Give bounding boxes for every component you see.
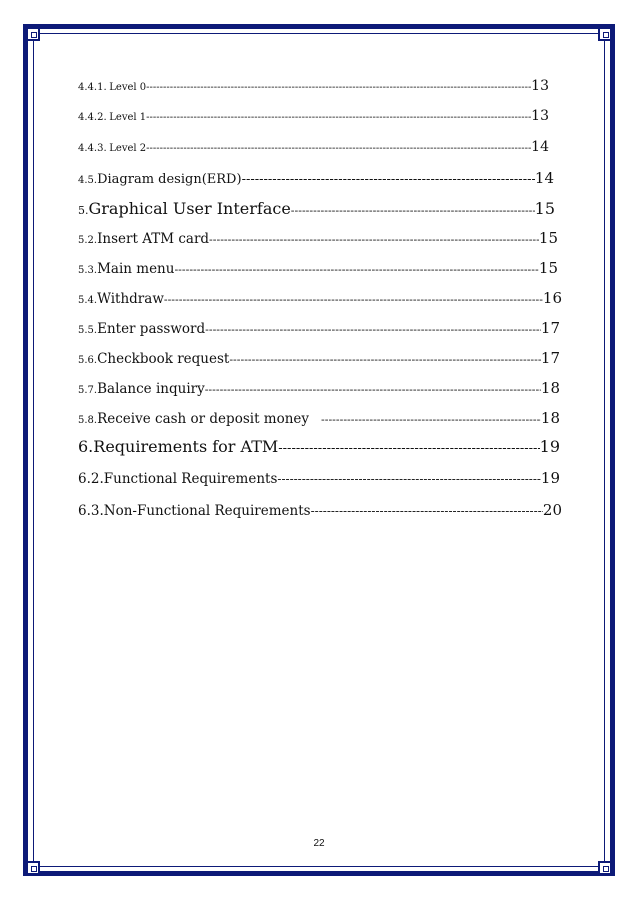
toc-entry-page: 20 xyxy=(542,501,562,519)
toc-entry[interactable] xyxy=(78,139,549,155)
toc-entry-number: 4.4.2. xyxy=(78,112,107,123)
toc-entry[interactable] xyxy=(78,319,560,337)
toc-entry-number: 5.6. xyxy=(78,355,98,366)
toc-entry-title: Receive cash or deposit money xyxy=(97,411,310,427)
toc-leader-dots xyxy=(205,323,541,336)
toc-entry-page: 13 xyxy=(531,78,549,94)
toc-entry-number: 4.5. xyxy=(78,175,98,186)
toc-entry-number: 5. xyxy=(78,204,89,217)
toc-entry-page: 14 xyxy=(531,139,549,155)
toc-entry-page: 17 xyxy=(540,319,560,337)
toc-entry-number: 5.5. xyxy=(78,325,98,336)
toc-leader-dots xyxy=(146,143,531,154)
toc-entry[interactable] xyxy=(78,108,549,124)
toc-leader-dots xyxy=(229,353,541,366)
toc-entry-title: Main menu xyxy=(97,261,175,277)
toc-entry-number: 5.8. xyxy=(78,415,98,426)
toc-entry-number: 6. xyxy=(78,437,94,456)
toc-entry-page: 16 xyxy=(542,289,562,307)
toc-entry-title: Level 2 xyxy=(109,143,147,154)
toc-entry-title: Graphical User Interface xyxy=(88,199,291,218)
toc-entry[interactable] xyxy=(78,229,558,247)
toc-entry-page: 18 xyxy=(540,409,560,427)
toc-entry[interactable] xyxy=(78,501,562,519)
toc-leader-dots xyxy=(174,263,538,276)
toc-entry-number: 5.3. xyxy=(78,265,98,276)
toc-entry[interactable] xyxy=(78,469,560,487)
toc-entry-title: Level 0 xyxy=(109,82,147,93)
toc-entry-title: Enter password xyxy=(97,321,206,337)
toc-entry[interactable] xyxy=(78,199,555,218)
toc-entry-page: 18 xyxy=(540,379,560,397)
toc-entry-title: Diagram design(ERD) xyxy=(97,172,242,187)
toc-entry-number: 6.2. xyxy=(78,471,104,487)
toc-entry-page: 15 xyxy=(534,199,555,218)
toc-entry-page: 15 xyxy=(538,229,558,247)
toc-leader-dots xyxy=(277,472,541,486)
toc-entry-number: 6.3. xyxy=(78,503,104,519)
toc-entry-title: Checkbook request xyxy=(97,351,230,367)
toc-entry-number: 5.4. xyxy=(78,295,98,306)
toc-entry-number: 5.2. xyxy=(78,235,98,246)
toc-entry-title: Non-Functional Requirements xyxy=(103,503,311,519)
toc-leader-dots xyxy=(321,413,541,426)
toc-leader-dots xyxy=(146,112,531,123)
toc-entry-title: Functional Requirements xyxy=(103,471,278,487)
toc-entry[interactable] xyxy=(78,169,554,187)
toc-leader-dots xyxy=(164,293,543,306)
toc-entry-page: 13 xyxy=(531,108,549,124)
toc-entry[interactable] xyxy=(78,437,560,456)
toc-leader-dots xyxy=(291,204,535,217)
toc-entry[interactable] xyxy=(78,349,560,367)
toc-entry-page: 15 xyxy=(538,259,558,277)
toc-entry-number: 4.4.1. xyxy=(78,82,107,93)
toc-entry[interactable] xyxy=(78,379,560,397)
toc-entry-title: Requirements for ATM xyxy=(93,437,279,456)
toc-leader-dots xyxy=(209,233,539,246)
toc-entry-title: Balance inquiry xyxy=(97,381,205,397)
toc-leader-dots xyxy=(311,504,543,518)
toc-leader-dots xyxy=(146,82,531,93)
toc-entry-title: Insert ATM card xyxy=(97,231,210,247)
toc-entry[interactable] xyxy=(78,289,562,307)
toc-leader-dots xyxy=(242,172,535,187)
toc-entry-page: 14 xyxy=(534,169,554,187)
toc-entry[interactable] xyxy=(78,259,558,277)
toc-leader-dots xyxy=(278,441,539,456)
toc-entry-number: 4.4.3. xyxy=(78,143,107,154)
toc-entry-number: 5.7. xyxy=(78,385,98,396)
toc-entry-page: 19 xyxy=(540,469,560,487)
toc-entry-title: Withdraw xyxy=(97,291,164,307)
toc-leader-dots xyxy=(205,383,541,396)
toc-entry[interactable] xyxy=(78,409,560,427)
toc-entry-page: 19 xyxy=(539,437,560,456)
toc-entry-page: 17 xyxy=(540,349,560,367)
toc-entry-title: Level 1 xyxy=(109,112,147,123)
toc-entry[interactable] xyxy=(78,78,549,94)
page-number: 22 xyxy=(313,838,325,849)
